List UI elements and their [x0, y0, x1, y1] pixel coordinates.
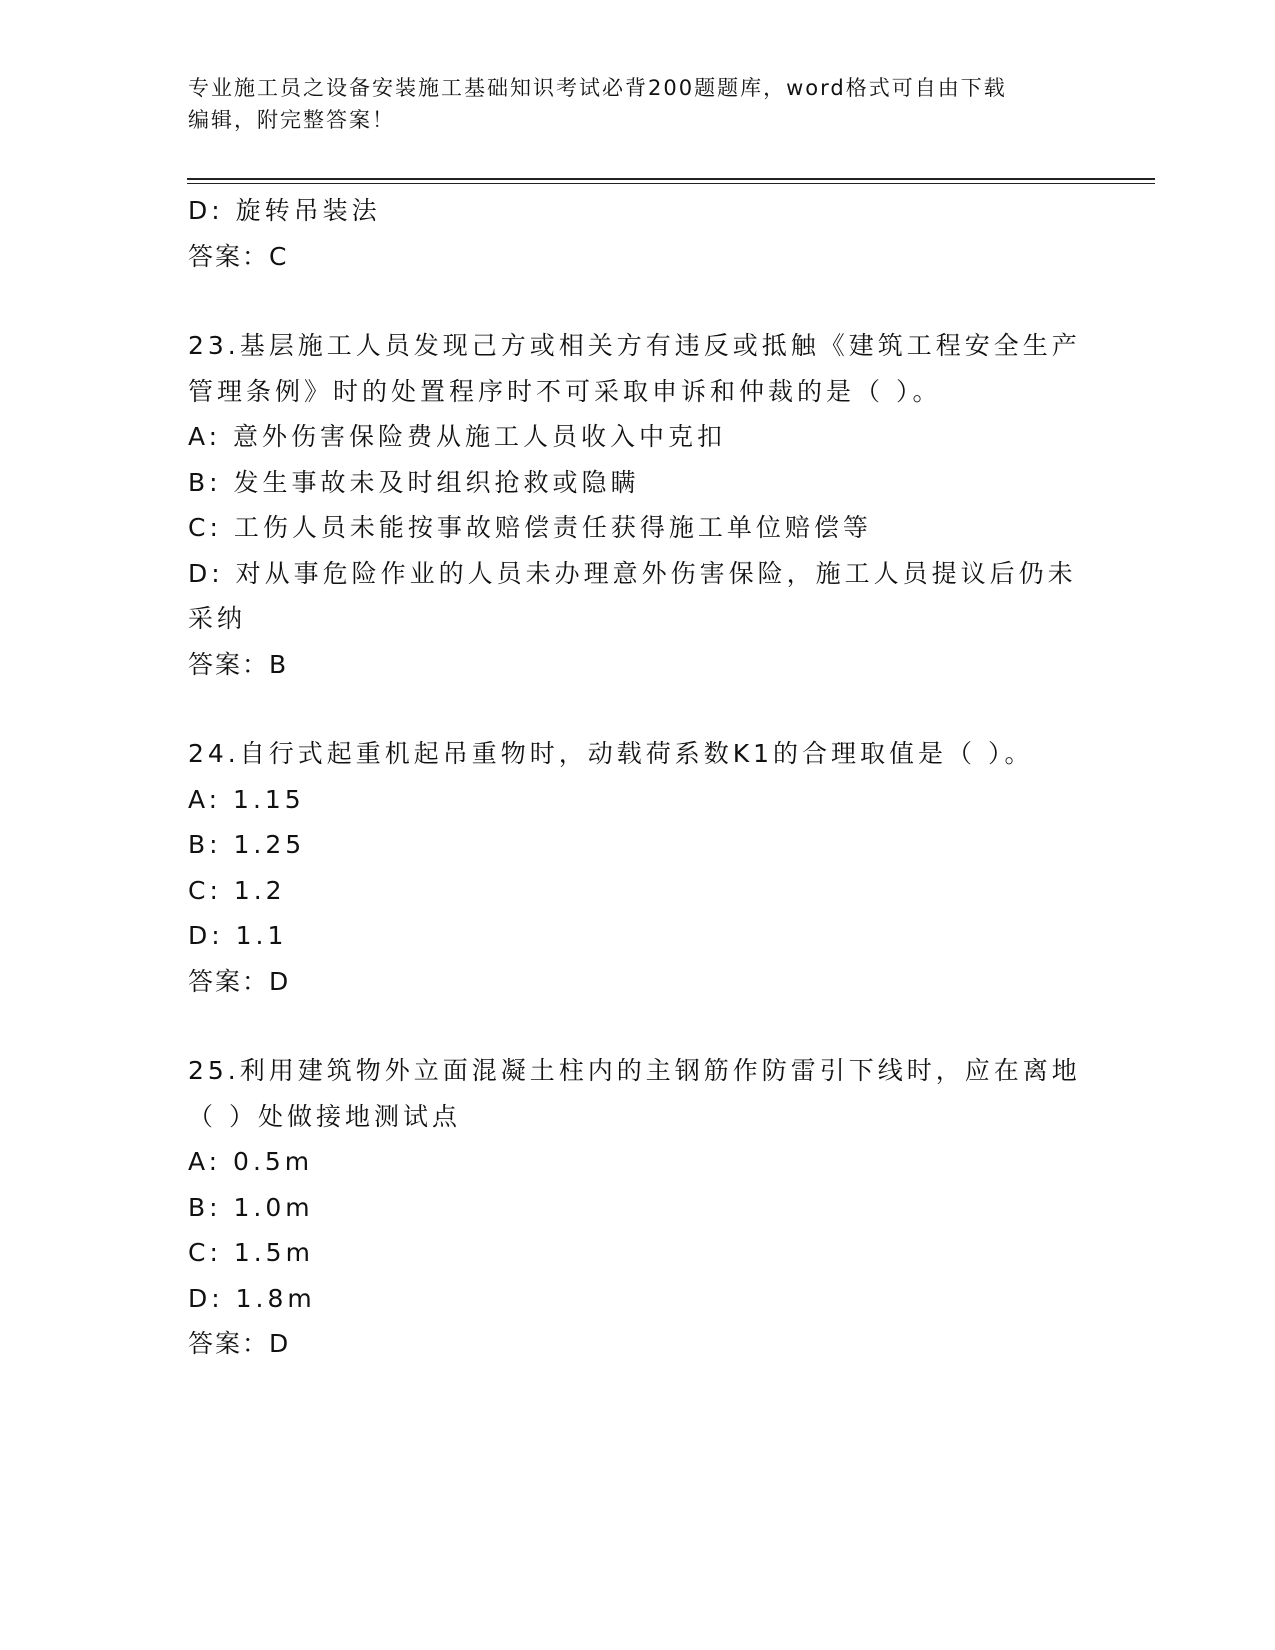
- option-c: C: 1.2: [188, 875, 286, 905]
- header-divider-thin: [187, 183, 1155, 184]
- option-d-line-1: D: 对从事危险作业的人员未办理意外伤害保险，施工人员提议后仍未: [188, 558, 1077, 588]
- question-spacer: [188, 279, 1088, 323]
- header-divider-thick: [187, 178, 1155, 180]
- option-b: B: 1.25: [188, 830, 306, 859]
- header-title-line-1: 专业施工员之设备安装施工基础知识考试必背200题题库，word格式可自由下载: [188, 76, 1007, 100]
- option-d: D: 1.1: [188, 921, 288, 950]
- option-c: C: 工伤人员未能按事故赔偿责任获得施工单位赔偿等: [188, 513, 872, 542]
- question-stem-line-1: 23.基层施工人员发现己方或相关方有违反或抵触《建筑工程安全生产: [188, 331, 1081, 360]
- option-d: D: 1.8m: [188, 1283, 316, 1313]
- option-b: B: 1.0m: [188, 1192, 314, 1222]
- question-content: [188, 188, 1088, 1367]
- option-d-line-2: 采纳: [188, 604, 247, 633]
- question-stem-line-2: （ ）处做接地测试点: [188, 1101, 461, 1131]
- question-24: [188, 731, 1088, 1004]
- header-title-line-2: 编辑，附完整答案！: [188, 108, 395, 132]
- previous-question-tail: [188, 188, 1088, 279]
- answer-line: 答案：D: [188, 966, 291, 996]
- answer-line: 答案：B: [188, 649, 289, 679]
- question-stem-line-1: 25.利用建筑物外立面混凝土柱内的主钢筋作防雷引下线时，应在离地: [188, 1056, 1081, 1085]
- option-a: A: 意外伤害保险费从施工人员收入中克扣: [188, 422, 727, 451]
- question-stem-line-2: 管理条例》时的处置程序时不可采取申诉和仲裁的是（ ）。: [188, 376, 942, 406]
- question-spacer: [188, 1004, 1088, 1048]
- option-b: B: 发生事故未及时组织抢救或隐瞒: [188, 467, 640, 497]
- option-c: C: 1.5m: [188, 1238, 314, 1267]
- option-a: A: 0.5m: [188, 1147, 314, 1176]
- question-25: [188, 1048, 1088, 1367]
- option-d: D: 旋转吊装法: [188, 196, 381, 225]
- question-23: [188, 323, 1088, 687]
- answer-line: 答案：D: [188, 1329, 291, 1358]
- document-header: [188, 72, 1088, 136]
- option-a: A: 1.15: [188, 784, 305, 814]
- question-spacer: [188, 687, 1088, 731]
- answer-line: 答案：C: [188, 241, 289, 271]
- question-stem-line-1: 24.自行式起重机起吊重物时，动载荷系数K1的合理取值是（ ）。: [188, 739, 1034, 768]
